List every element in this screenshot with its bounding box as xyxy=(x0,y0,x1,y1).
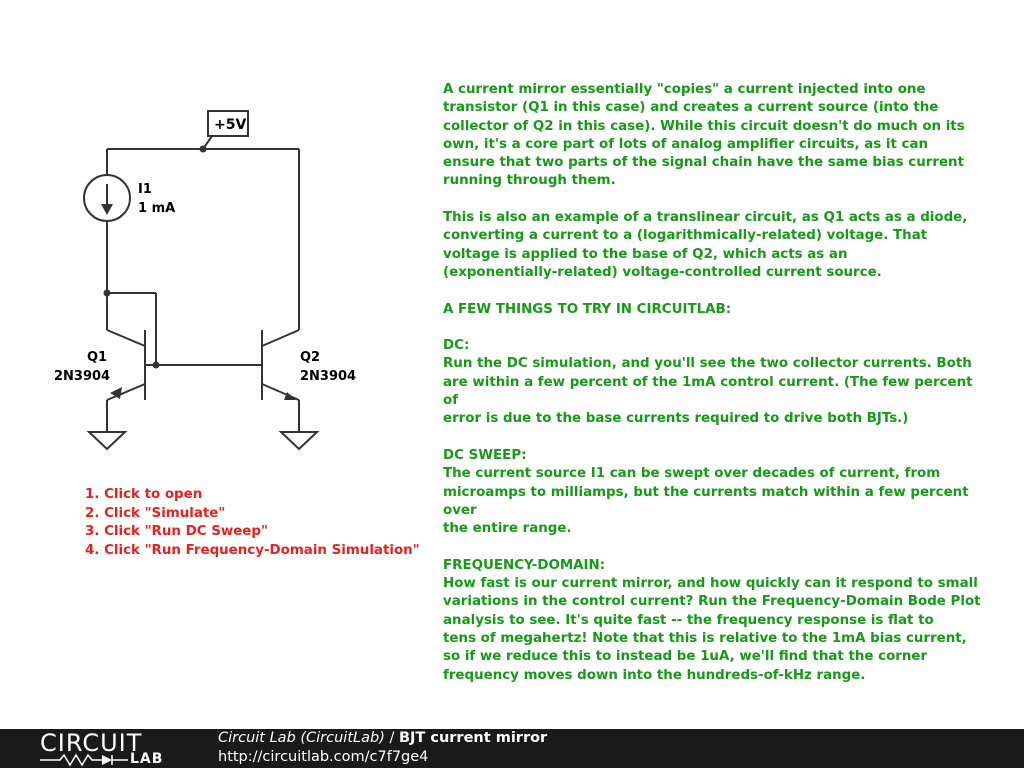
freq-text: How fast is our current mirror, and how quickly can it respond to small variations in the control current? Run the Frequency-Domain Bode Plot analysis to see. It's quite fast -- the frequency response is flat to tens of megahertz! Note that this is relative to the 1mA bias current, so if we reduce this to instead be 1uA, we'll find that the corner frequency moves down into the hundreds-of-kHz range. xyxy=(443,576,981,683)
logo-top-text: CIRCUIT xyxy=(40,729,143,757)
site-name[interactable]: Circuit Lab (CircuitLab) xyxy=(218,730,385,746)
junction-dot xyxy=(200,146,207,153)
title-separator: / xyxy=(384,730,399,746)
resistor-wave-icon xyxy=(40,753,130,767)
dc-heading: DC: xyxy=(443,338,470,354)
dc-section xyxy=(443,337,988,428)
sweep-text: The current source I1 can be swept over decades of current, from microamps to milliamps, but the currents match within a few percent over the entire range. xyxy=(443,466,969,537)
footer-bar xyxy=(0,729,1024,768)
description xyxy=(443,81,988,703)
dc-text: Run the DC simulation, and you'll see the two collector currents. Both are within a few percent of the 1mA control current. (The few percent of error is due to the base currents required to drive both BJTs.) xyxy=(443,356,973,427)
current-arrow-icon xyxy=(101,204,113,215)
q2-part: 2N3904 xyxy=(300,369,357,384)
circuit-url[interactable]: http://circuitlab.com/c7f7ge4 xyxy=(218,749,429,765)
source-name: I1 xyxy=(138,182,152,197)
instructions-list xyxy=(85,486,420,560)
things-heading: A FEW THINGS TO TRY IN CIRCUITLAB: xyxy=(443,301,732,317)
translinear-paragraph: This is also an example of a translinear circuit, as Q1 acts as a diode, converting a current to a (logarithmically-related) voltage. That voltage is applied to the base of Q2, which acts as an (exponentially-related) voltage-controlled current source. xyxy=(443,210,968,280)
sweep-heading: DC SWEEP: xyxy=(443,447,527,463)
logo-bottom-text: LAB xyxy=(130,751,164,767)
footer-title xyxy=(218,730,547,746)
q2-name: Q2 xyxy=(300,350,321,365)
q1-part: 2N3904 xyxy=(54,369,111,384)
freq-heading: FREQUENCY-DOMAIN: xyxy=(443,557,606,573)
source-value: 1 mA xyxy=(138,201,176,216)
instruction-simulate: 2. Click "Simulate" xyxy=(85,505,226,521)
freq-section xyxy=(443,557,988,685)
q2-emitter-arrow-icon xyxy=(284,392,296,400)
circuitlab-logo[interactable] xyxy=(40,731,180,767)
instruction-open[interactable]: 1. Click to open xyxy=(85,487,203,502)
intro-paragraph: A current mirror essentially "copies" a current injected into one transistor (Q1 in this case) and creates a current source (into the collector of Q2 in this case). While this circuit doesn't do much on its own, it's a core part of lots of analog amplifier circuits, as it can ensure that two parts of the signal chain have the same bias current running through them. xyxy=(443,82,965,189)
junction-dot xyxy=(104,290,111,297)
instruction-dc-sweep: 3. Click "Run DC Sweep" xyxy=(85,524,268,539)
circuit-title[interactable]: BJT current mirror xyxy=(398,730,548,746)
supply-label: +5V xyxy=(214,117,247,133)
circuit-schematic xyxy=(0,0,420,470)
junction-dot xyxy=(153,362,160,369)
instruction-frequency: 4. Click "Run Frequency-Domain Simulation" xyxy=(85,542,420,558)
sweep-section xyxy=(443,447,988,538)
q1-name: Q1 xyxy=(87,350,108,365)
